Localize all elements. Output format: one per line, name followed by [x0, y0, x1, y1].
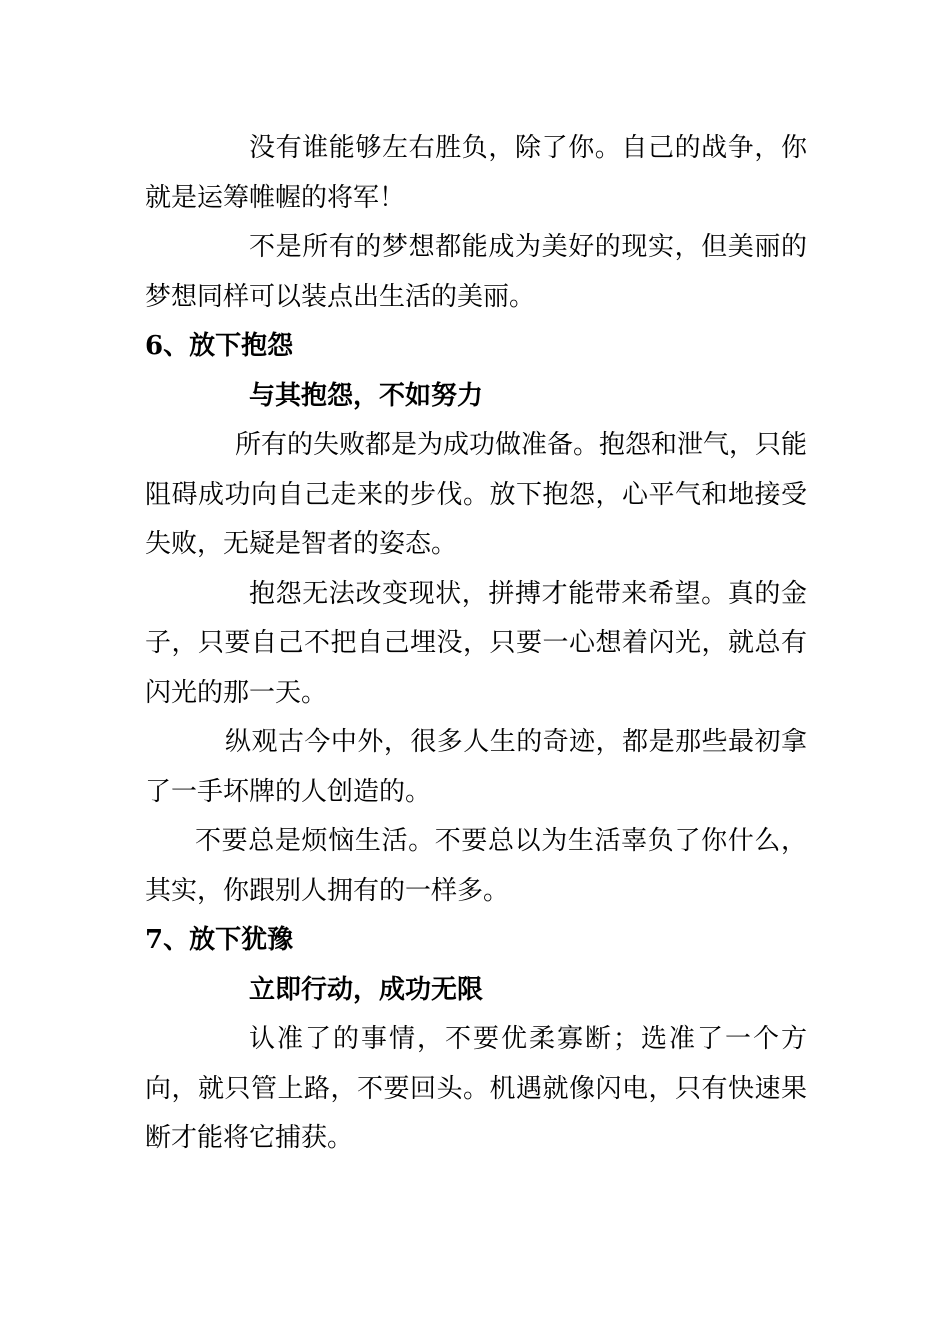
paragraph: 纵观古今中外，很多人生的奇迹，都是那些最初拿了一手坏牌的人创造的。: [145, 727, 807, 807]
paragraph: 没有谁能够左右胜负，除了你。自己的战争，你就是运筹帷幄的将军！: [145, 133, 807, 213]
paragraph: 认准了的事情，不要优柔寡断；选准了一个方向，就只管上路，不要回头。机遇就像闪电，只有快速果断才能将它捕获。: [145, 1024, 807, 1153]
paragraph: 不要总是烦恼生活。不要总以为生活辜负了你什么，其实，你跟别人拥有的一样多。: [145, 826, 807, 906]
section-heading: 6、放下抱怨: [145, 331, 294, 361]
paragraph: 抱怨无法改变现状，拼搏才能带来希望。真的金子，只要自己不把自己埋没，只要一心想着闪光，就总有闪光的那一天。: [145, 578, 807, 708]
section-subheading: 与其抱怨，不如努力: [249, 380, 484, 411]
paragraph: 所有的失败都是为成功做准备。抱怨和泄气，只能阻碍成功向自己走来的步伐。放下抱怨，心平气和地接受失败，无疑是智者的姿态。: [145, 430, 808, 559]
section-subheading: 立即行动，成功无限: [249, 974, 484, 1005]
paragraph: 不是所有的梦想都能成为美好的现实，但美丽的梦想同样可以装点出生活的美丽。: [145, 232, 807, 312]
document-body: [145, 124, 807, 1164]
section-heading: 7、放下犹豫: [145, 925, 294, 955]
